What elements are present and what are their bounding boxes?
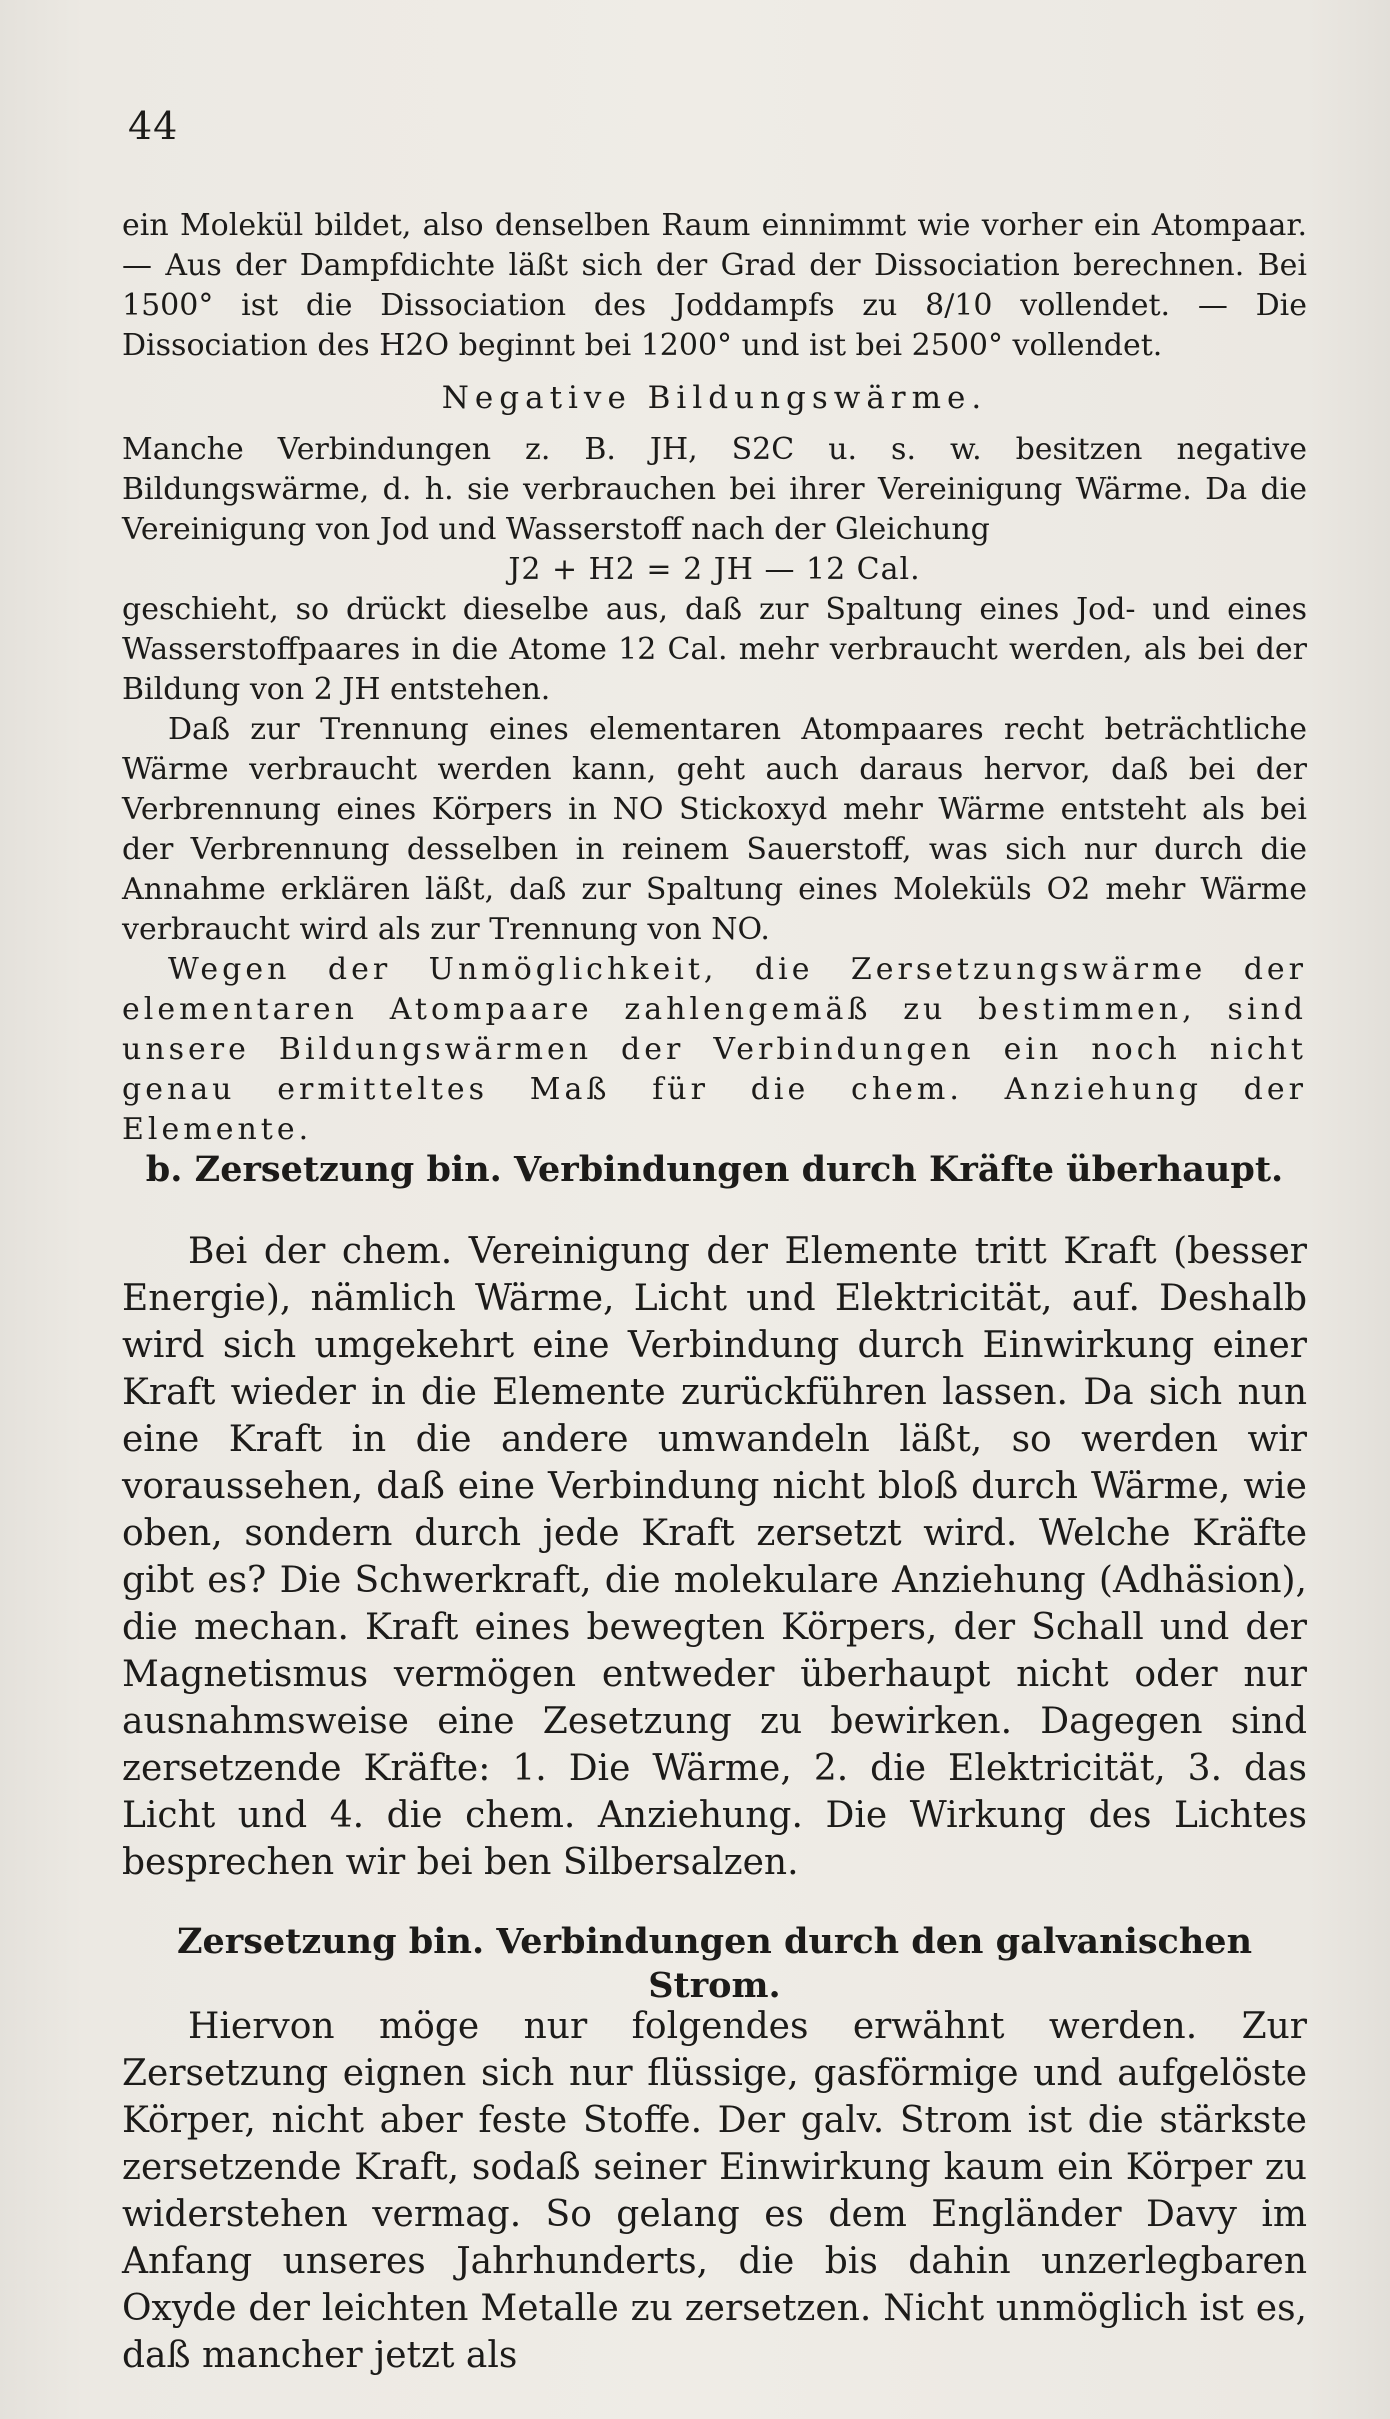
reaction-equation: J2 + H2 = 2 JH — 12 Cal. bbox=[508, 552, 921, 587]
page-number: 44 bbox=[128, 104, 179, 148]
section-b-paragraph: Bei der chem. Vereinigung der Elemente tritt Kraft (besser Energie), nämlich Wärme, Licht und Elektricität, auf. Deshalb wird sich umgekehrt eine Verbindung durch Einwirkung einer Kraft wieder in die Elemente zurückführen lassen. Da sich nun eine Kraft in die andere umwandeln läßt, so werden wir voraussehen, daß eine Verbindung nicht bloß durch Wärme, wie oben, sondern durch jede Kraft zersetzt wird. Welche Kräfte gibt es? Die Schwerkraft, die molekulare Anziehung (Adhäsion), die mechan. Kraft eines bewegten Körpers, der Schall und der Magnetismus vermögen entweder überhaupt nicht oder nur ausnahmsweise eine Zesetzung zu bewirken. Dagegen sind zersetzende Kräfte: 1. Die Wärme, 2. die Elektricität, 3. das Licht und 4. die chem. Anziehung. Die Wirkung des Lichtes besprechen wir bei ben Silbersalzen. bbox=[122, 1231, 1307, 1883]
section-b-heading: b. Zersetzung bin. Verbindungen durch Kräfte überhaupt. bbox=[145, 1149, 1284, 1190]
negative-paragraph-2: geschieht, so drückt dieselbe aus, daß zur Spaltung eines Jod- und eines Wasserstoffpaares in die Atome 12 Cal. mehr verbraucht werden, als bei der Bildung von 2 JH entstehen. bbox=[122, 592, 1307, 707]
negative-heat-heading: Negative Bildungswärme. bbox=[441, 380, 988, 416]
section-b bbox=[122, 1148, 1307, 1192]
negative-paragraph-4: Wegen der Unmöglichkeit, die Zersetzungswärme der elementaren Atompaare zahlengemäß zu bestimmen, sind unsere Bildungswärmen der Verbindungen ein noch nicht genau ermitteltes Maß für die chem. Anziehung der Elemente. bbox=[122, 952, 1307, 1147]
intro-paragraph: ein Molekül bildet, also denselben Raum einnimmt wie vorher ein Atompaar. — Aus der Dampfdichte läßt sich der Grad der Dissociation berechnen. Bei 1500° ist die Dissociation des Joddampfs zu 8/10 vollendet. — Die Dissociation des H2O beginnt bei 1200° und ist bei 2500° vollendet. bbox=[122, 208, 1307, 363]
small-print-section bbox=[122, 206, 1307, 1150]
negative-paragraph-3: Daß zur Trennung eines elementaren Atompaares recht beträchtliche Wärme verbraucht werden kann, geht auch daraus hervor, daß bei der Verbrennung eines Körpers in NO Stickoxyd mehr Wärme entsteht als bei der Verbrennung desselben in reinem Sauerstoff, was sich nur durch die Annahme erklären läßt, daß zur Spaltung eines Moleküls O2 mehr Wärme verbraucht wird als zur Trennung von NO. bbox=[122, 712, 1307, 947]
section-c bbox=[122, 1920, 1307, 2008]
section-c-paragraph: Hiervon möge nur folgendes erwähnt werden. Zur Zersetzung eignen sich nur flüssige, gasförmige und aufgelöste Körper, nicht aber feste Stoffe. Der galv. Strom ist die stärkste zersetzende Kraft, sodaß seiner Einwirkung kaum ein Körper zu widerstehen vermag. So gelang es dem Engländer Davy im Anfang unseres Jahrhunderts, die bis dahin unzerlegbaren Oxyde der leichten Metalle zu zersetzen. Nicht unmöglich ist es, daß mancher jetzt als bbox=[122, 2006, 1307, 2376]
negative-paragraph-1: Manche Verbindungen z. B. JH, S2C u. s. w. besitzen negative Bildungswärme, d. h. sie verbrauchen bei ihrer Vereinigung Wärme. Da die Vereinigung von Jod und Wasserstoff nach der Gleichung bbox=[122, 432, 1307, 547]
section-b-body bbox=[122, 1228, 1307, 1886]
section-c-body bbox=[122, 2003, 1307, 2379]
section-c-heading: Zersetzung bin. Verbindungen durch den galvanischen Strom. bbox=[176, 1921, 1253, 2006]
